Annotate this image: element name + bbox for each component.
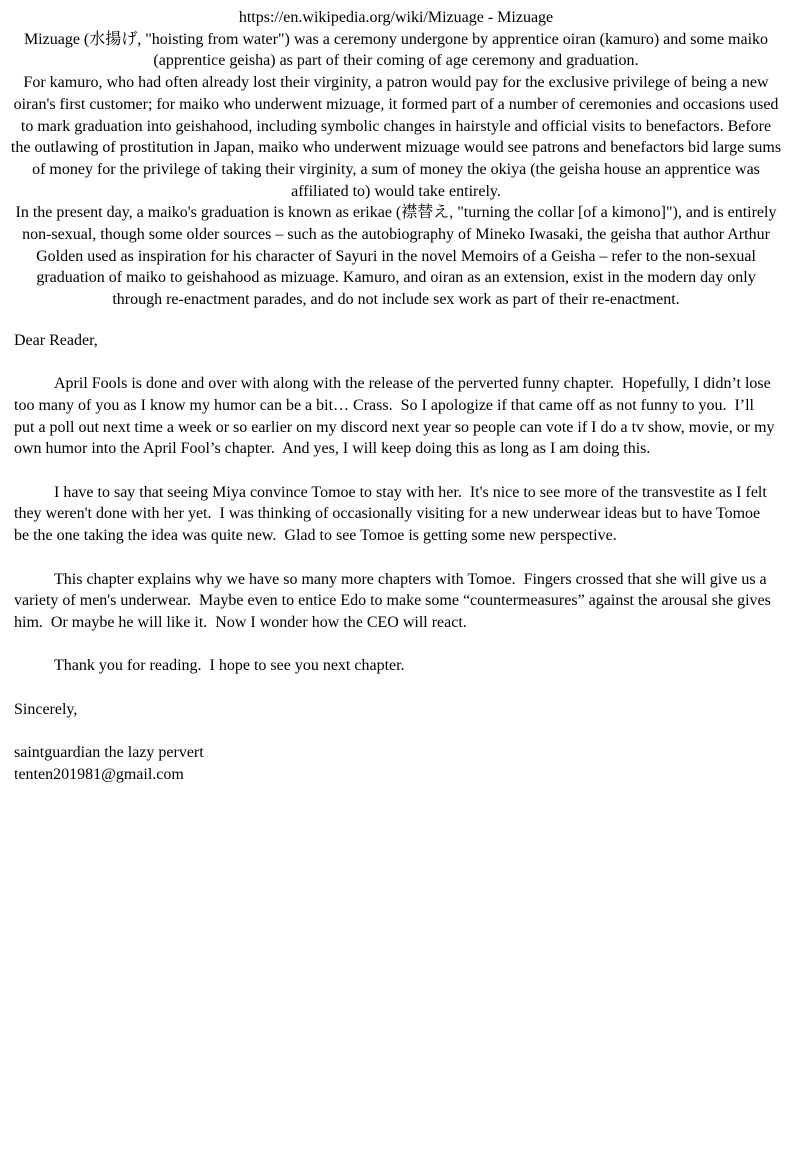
wiki-paragraph-3: In the present day, a maiko's graduation is known as erikae (襟替え, "turning the collar [of a kimono]"), and is entirely non-sexual, though some older sources – such as the autobiography of Mineko Iwasaki, the geisha that author Arthur Golden used as inspiration for his character of Sayuri in the novel Memoirs of a Geisha – refer to the non-sexual graduation of maiko to geishahood as mizuage. Kamuro, and oiran as an extension, exist in the modern day only through re-enactment parades, and do not include sex work as part of their re-enactment. — [15, 204, 781, 309]
letter-closing-line: Thank you for reading. I hope to see you next chapter. — [54, 657, 405, 675]
author-letter-section — [0, 330, 792, 786]
source-url-title: https://en.wikipedia.org/wiki/Mizuage - Mizuage — [238, 9, 554, 26]
letter-paragraph-3: This chapter explains why we have so many more chapters with Tomoe. Fingers crossed that she will give us a variety of men's underwear. Maybe even to entice Edo to make some “countermeasures” against the arousal she gives him. Or maybe he will like it. Now I wonder how the CEO will react. — [14, 570, 775, 631]
wiki-excerpt-section — [0, 7, 792, 311]
wiki-paragraph-2: For kamuro, who had often already lost their virginity, a patron would pay for the exclusive privilege of being a new oiran's first customer; for maiko who underwent mizuage, it formed part of a number of ceremonies and occasions used to mark graduation into geishahood, including symbolic changes in hairstyle and official visits to benefactors. Before the outlawing of prostitution in Japan, maiko who underwent mizuage would see patrons and benefactors bid large sums of money for the privilege of taking their virginity, a sum of money the okiya (the geisha house an apprentice was affiliated to) would take entirely. — [10, 74, 786, 200]
signature-name: saintguardian the lazy pervert — [14, 744, 204, 762]
signature-block — [14, 742, 776, 785]
letter-signoff: Sincerely, — [14, 700, 78, 718]
wiki-paragraph-1: Mizuage (水揚げ, "hoisting from water") was a ceremony undergone by apprentice oiran (kamuro) and some maiko (apprentice geisha) as part of their coming of age ceremony and graduation. — [23, 30, 773, 70]
signature-email: tenten201981@gmail.com — [14, 765, 184, 783]
letter-paragraph-2: I have to say that seeing Miya convince Tomoe to stay with her. It's nice to see more of the transvestite as I felt they weren't done with her yet. I was thinking of occasionally visiting for a new underwear ideas but to have Tomoe be the one taking the idea was quite new. Glad to see Tomoe is getting some new perspective. — [14, 483, 771, 545]
letter-paragraph-1: April Fools is done and over with along with the release of the perverted funny chapter. Hopefully, I didn’t lose too many of you as I know my humor can be a bit… Crass. So I apologize if that came off as not funny to you. I’ll put a poll out next time a week or so earlier on my discord next year so people can vote if I do a tv show, movie, or my own humor into the April Fool’s chapter. And yes, I will keep doing this as long as I am doing this. — [14, 375, 779, 458]
letter-salutation: Dear Reader, — [14, 331, 98, 349]
